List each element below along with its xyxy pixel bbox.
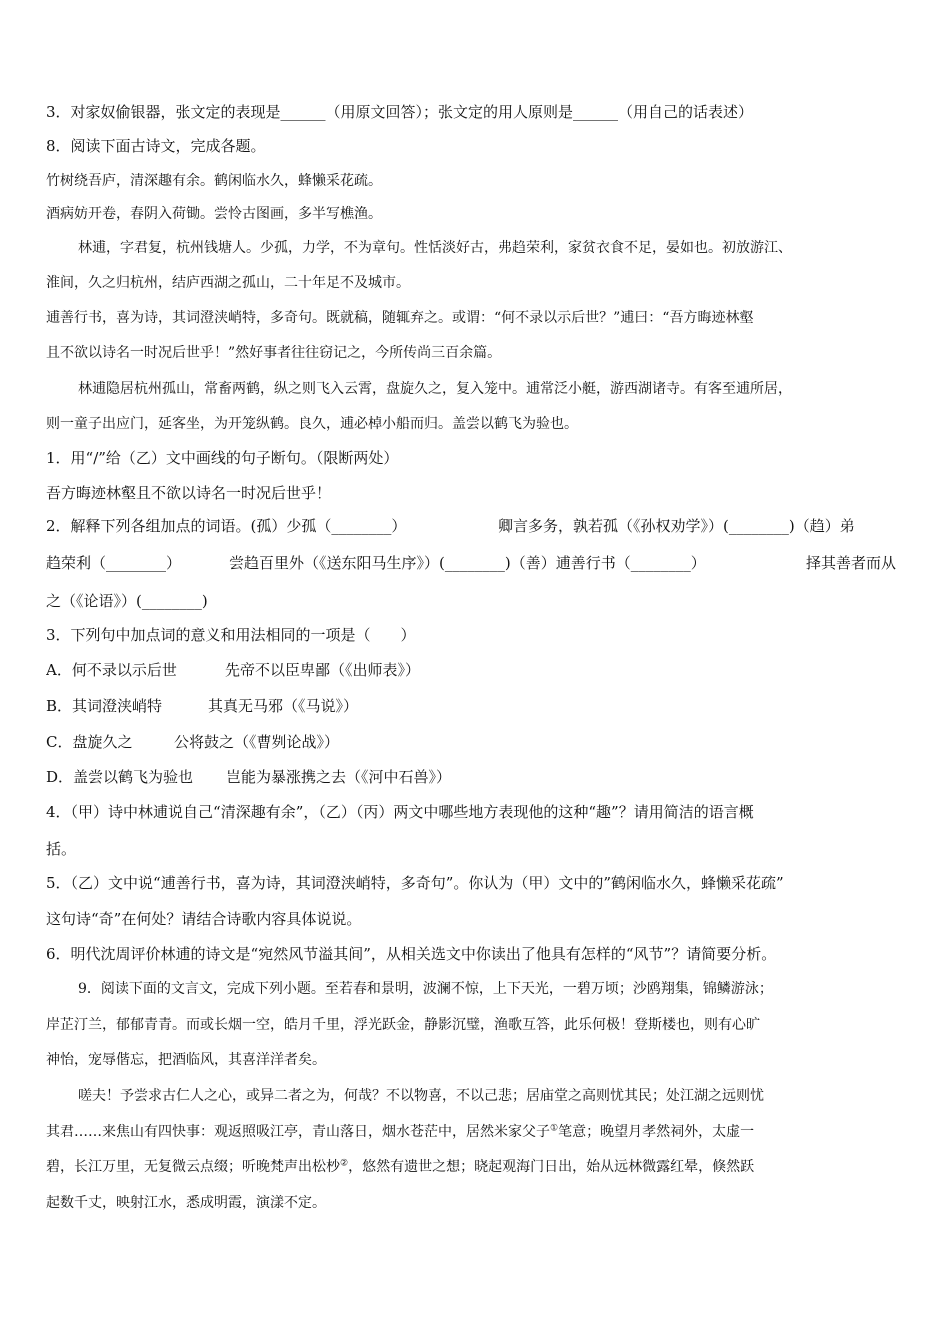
sub-question-3: 3．下列句中加点词的意义和用法相同的一项是（ ）	[46, 626, 416, 644]
sub-question-2-part-b: 卿言多务，孰若孤（《孙权劝学》）(________)（趋）弟	[498, 517, 855, 535]
sub-question-2-part-f: 之（《论语》）(________)	[46, 592, 208, 610]
sub-question-6: 6．明代沈周评价林逋的诗文是“宛然风节溢其间”，从相关选文中你读出了他具有怎样的“风节”？请简要分析。	[46, 945, 777, 963]
line-5-part-1: 其君……来焦山有四快事：观返照吸江亭，青山落日，烟水苍茫中，居然米家父子	[46, 1124, 550, 1140]
sub-question-4-line-1: 4．（甲）诗中林逋说自己“清深趣有余”，（乙）（丙）两文中哪些地方表现他的这种“趣”？请用简洁的语言概	[46, 803, 754, 821]
sub-question-2-part-a: 2．解释下列各组加点的词语。(孤）少孤（________）	[46, 517, 407, 535]
passage-b-line-3: 逋善行书，喜为诗，其词澄浃峭特，多奇句。既就稿，随辄弃之。或谓：“何不录以示后世？”逋曰：“吾方晦迹林壑	[46, 310, 754, 326]
line-6-part-1: 碧，长江万里，无复微云点缀；听晚梵声出松杪	[46, 1159, 340, 1175]
passage-b-line-2: 淮间，久之归杭州，结庐西湖之孤山，二十年足不及城市。	[46, 275, 410, 291]
option-b-right: 其真无马邪（《马说》）	[208, 697, 359, 715]
passage-b-line-4: 且不欲以诗名一时况后世乎！”然好事者往往窃记之，今所传尚三百余篇。	[46, 345, 502, 361]
question-9-line-6	[46, 1156, 906, 1176]
sub-question-2-part-c: 趋荣利（________）	[46, 554, 182, 572]
sentence-to-punctuate: 吾方晦迹林壑且不欲以诗名一时况后世乎！	[46, 484, 332, 502]
line-5-part-2: 笔意；晚望月孝然祠外，太虚一	[558, 1124, 755, 1140]
option-d-right: 岂能为暴涨携之去（《河中石兽》）	[226, 768, 452, 786]
question-9-line-1: 9．阅读下面的文言文，完成下列小题。至若春和景明，波澜不惊，上下天光，一碧万顷；沙鸥翔集，锦鳞游泳；	[78, 981, 773, 997]
sub-question-2-part-d: 尝趋百里外（《送东阳马生序》）(________)（善）逋善行书（________）	[229, 554, 706, 572]
passage-b-line-1: 林逋，字君复，杭州钱塘人。少孤，力学，不为章句。性恬淡好古，弗趋荣利，家贫衣食不足，晏如也。初放游江、	[78, 240, 792, 256]
passage-c-line-2: 则一童子出应门，延客坐，为开笼纵鹤。良久，逋必棹小船而归。盖尝以鹤飞为验也。	[46, 416, 578, 432]
question-9-line-5	[46, 1121, 906, 1141]
option-a-left: A．何不录以示后世	[46, 661, 177, 679]
option-c-right: 公将鼓之（《曹刿论战》）	[174, 733, 340, 751]
option-a-right: 先帝不以臣卑鄙（《出师表》）	[225, 661, 421, 679]
question-8-heading: 8．阅读下面古诗文，完成各题。	[46, 137, 266, 155]
sub-question-1: 1．用“/”给（乙）文中画线的句子断句。（限断两处）	[46, 449, 399, 467]
sub-question-2-part-e: 择其善者而从	[806, 554, 897, 572]
sub-question-5-line-2: 这句诗“奇”在何处？请结合诗歌内容具体说说。	[46, 910, 362, 928]
poem-line-2: 酒病妨开卷，春阴入荷锄。尝怜古图画，多半写樵渔。	[46, 206, 382, 222]
line-6-part-2: ，悠然有遗世之想；晓起观海门日出，始从远林微露红晕，倏然跃	[348, 1159, 755, 1175]
question-9-line-7: 起数千丈，映射江水，悉成明霞，演漾不定。	[46, 1195, 326, 1211]
sub-question-4-line-2: 括。	[46, 840, 77, 858]
question-3-ownership-line: 3．对家奴偷银器，张文定的表现是______（用原文回答）；张文定的用人原则是______（用自己的话表述）	[46, 103, 754, 121]
question-9-line-3: 神怡，宠辱偕忘，把酒临风，其喜洋洋者矣。	[46, 1052, 326, 1068]
poem-line-1: 竹树绕吾庐，清深趣有余。鹤闲临水久，蜂懒采花疏。	[46, 173, 382, 189]
option-d-left: D．盖尝以鹤飞为验也	[46, 768, 194, 786]
passage-c-line-1: 林逋隐居杭州孤山，常畜两鹤，纵之则飞入云霄，盘旋久之，复入笼中。逋常泛小艇，游西湖诸寺。有客至逋所居，	[78, 381, 792, 397]
option-c-left: C．盘旋久之	[46, 733, 133, 751]
option-b-left: B．其词澄浃峭特	[46, 697, 163, 715]
question-9-line-2: 岸芷汀兰，郁郁青青。而或长烟一空，皓月千里，浮光跃金，静影沉璧，渔歌互答，此乐何极！登斯楼也，则有心旷	[46, 1017, 760, 1033]
footnote-marker-2: ②	[340, 1158, 349, 1169]
footnote-marker-1: ①	[550, 1123, 559, 1134]
sub-question-5-line-1: 5．（乙）文中说“逋善行书，喜为诗，其词澄浃峭特，多奇句”。你认为（甲）文中的”鹤闲临水久，蜂懒采花疏”	[46, 874, 784, 892]
question-9-line-4: 嗟夫！予尝求古仁人之心，或异二者之为，何哉？不以物喜，不以己悲；居庙堂之高则忧其民；处江湖之远则忧	[78, 1088, 764, 1104]
